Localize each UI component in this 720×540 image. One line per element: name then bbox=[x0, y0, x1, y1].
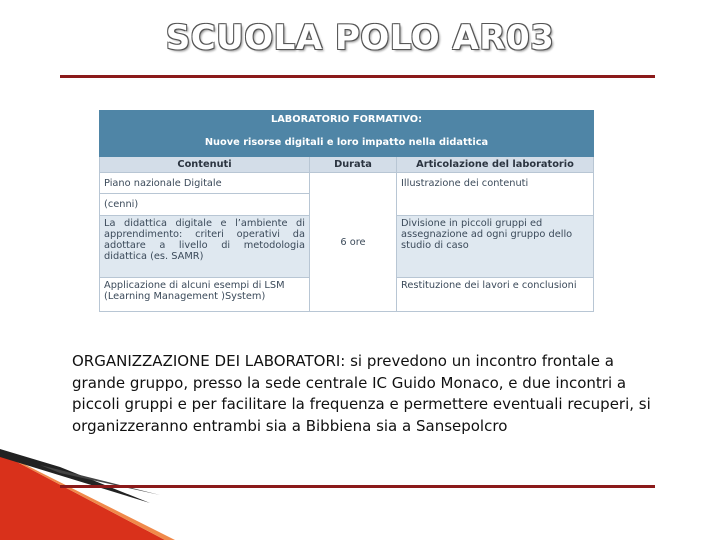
table-header-row bbox=[100, 131, 594, 157]
column-header-contenuti: Contenuti bbox=[100, 157, 310, 173]
table-cell-content: Piano nazionale Digitale bbox=[100, 173, 310, 194]
table-cell-content: Applicazione di alcuni esempi di LSM (Learning Management )System) bbox=[100, 278, 310, 312]
table-cell-articolazione: Restituzione dei lavori e conclusioni bbox=[397, 278, 594, 312]
table-cell-articolazione: Illustrazione dei contenuti bbox=[397, 173, 594, 216]
table-column-headers bbox=[100, 157, 594, 173]
bottom-divider bbox=[60, 485, 655, 488]
table-header-title: LABORATORIO FORMATIVO: bbox=[100, 111, 594, 131]
table-row bbox=[100, 173, 594, 194]
table-header-subtitle: Nuove risorse digitali e loro impatto nella didattica bbox=[100, 131, 594, 157]
page-title: SCUOLA POLO AR03 bbox=[165, 18, 555, 58]
lab-table bbox=[99, 110, 594, 312]
body-paragraph: ORGANIZZAZIONE DEI LABORATORI: si prevedono un incontro frontale a grande gruppo, presso la sede centrale IC Guido Monaco, e due incontri a piccoli gruppi e per facilitare la frequenza e permettere eventuali recuperi, si organizzeranno entrambi sia a Bibbiena sia a Sansepolcro bbox=[72, 352, 651, 435]
decorative-swoosh bbox=[0, 445, 720, 540]
table-cell-articolazione: Divisione in piccoli gruppi ed assegnazione ad ogni gruppo dello studio di caso bbox=[397, 216, 594, 278]
column-header-articolazione: Articolazione del laboratorio bbox=[397, 157, 594, 173]
column-header-durata: Durata bbox=[310, 157, 397, 173]
table-cell-content: (cenni) bbox=[100, 194, 310, 216]
table-cell-content: La didattica digitale e l’ambiente di apprendimento: criteri operativi da adottare a livello di metodologia didattica (es. SAMR) bbox=[100, 216, 310, 278]
top-divider bbox=[60, 75, 655, 78]
table-header-row bbox=[100, 111, 594, 131]
table-cell-duration: 6 ore bbox=[310, 173, 397, 312]
